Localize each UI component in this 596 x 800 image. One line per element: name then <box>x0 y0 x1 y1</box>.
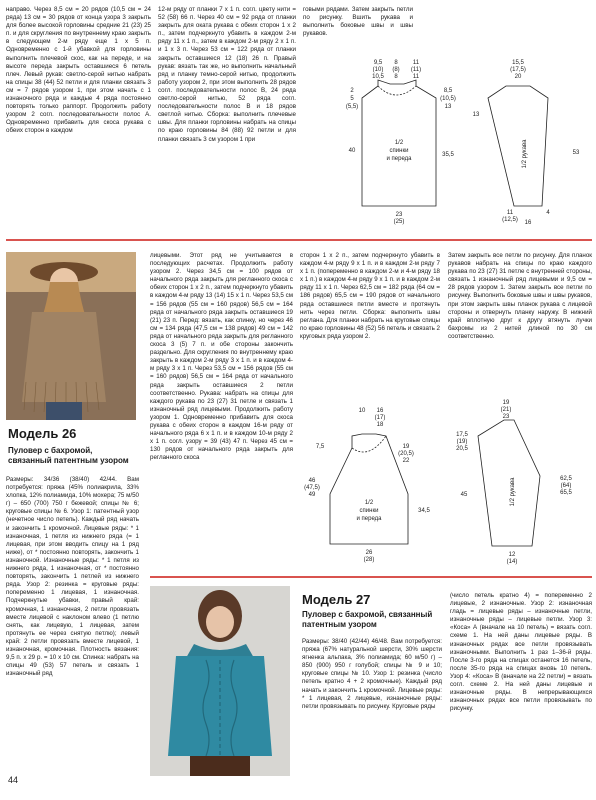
svg-text:19: 19 <box>502 400 510 406</box>
svg-text:49: 49 <box>308 492 316 498</box>
svg-text:(17,5): (17,5) <box>510 67 526 73</box>
svg-text:1/2 рукава: 1/2 рукава <box>522 139 528 169</box>
svg-text:5: 5 <box>350 96 354 102</box>
model-26-photo <box>6 252 136 420</box>
svg-text:20,5: 20,5 <box>456 446 468 452</box>
svg-text:46: 46 <box>308 478 316 484</box>
svg-text:(19): (19) <box>456 439 468 445</box>
svg-text:(28): (28) <box>363 557 375 563</box>
svg-text:45: 45 <box>460 492 468 498</box>
svg-text:35,5: 35,5 <box>442 152 454 158</box>
schematic-body-mid <box>300 404 440 564</box>
svg-text:53: 53 <box>572 150 580 156</box>
svg-text:спинки: спинки <box>389 148 409 154</box>
svg-text:20: 20 <box>514 74 522 80</box>
svg-text:62,5: 62,5 <box>560 476 572 482</box>
svg-text:(10): (10) <box>372 67 384 73</box>
mid-text-col3: Затем закрыть все петли по рисунку. Для планок рукавов набрать на спицы по краю каждого рукава по 23 (27) 31 петле с внутренней стороны, связать 1 изнаночный ряд лицевыми и 9,5 см = 28 рядов узором 1. Затем закрыть все петли по рисунку. Выполнить боковые швы и швы рукавов, при этом закрыть швы планок рукава с лицевой стороны и отвернуть планку наружу. В нижний край вплотную друг к другу втянуть лучки бахромы из 2 нитей длиной по 30 см соответственно. <box>448 252 592 340</box>
model-26-subtitle: Пуловер с бахромой, связанный патентным узором <box>8 446 129 465</box>
model-26-body: Размеры: 34/36 (38/40) 42/44. Вам потребуется: пряжа (45% полиакрила, 33% хлопка, 12% полиамида, 10% мохера; 75 м/50 г) – 650 (700) 750 г бежевой; спицы № 6; круговые спицы № 6. Узор 1: патентный узор (нечетное число петель). Каждый ряд начать и закончить 1 кромочной. Лицевые ряды: * 1 изнаночная, 1 петля из нижнего ряда (= 1 лицевая, при этом вводить спицу на 1 ряд ниже), от * постоянно повторять, закончить 1 изнаночной. Изнаночные ряды: * 1 петля из нижнего ряда, 1 изнаночная, от * постоянно повторять, закончить 1 петлей из нижнего ряда. Узор 2: резинка = круговые ряды: попеременно 1 лицевая, 1 изнаночная. Подчеркнутые убавки, правый край: кромочная, 1 изнаночная, 2 петли провязать вместе лицевой с наклоном влево (1 петлю снять, как лицевую, 1 лицевая, затем протянуть ее через снятую петлю); левый край: 2 петли провязать вместе лицевой, 1 изнаночная, кромочная. Плотность вязания: 9,5 п. х 29 р. = 10 х 10 см. Спинка: набрать на спицы 49 (53) 57 петель и связать 1 изнаночный ряд <box>6 476 139 678</box>
svg-text:12: 12 <box>508 552 516 558</box>
svg-text:(25): (25) <box>393 219 405 225</box>
svg-text:22: 22 <box>402 458 410 464</box>
model-27-col1: Размеры: 38/40 (42/44) 46/48. Вам потребуется: пряжа (67% натуральной шерсти, 30% шерсти ягненка альпака, 3% полиамида; 60 м/50 г) – 850 (900) 950 г голубой; спицы № 9 и 10; круговые спицы № 10. Узор 1: резинка (число петель кратно 4 + 2 кромочные). Каждый ряд начать и закончить 1 кромочной. Лицевые ряды: * 1 лицевая, 2 лицевые, изнаночные ряды: петли провязывать по рисунку. Круговые ряды <box>302 638 442 710</box>
model-27-photo <box>150 586 290 776</box>
svg-text:8: 8 <box>394 74 398 80</box>
section-divider <box>6 239 592 241</box>
svg-text:(17): (17) <box>374 415 386 421</box>
svg-text:65,5: 65,5 <box>560 490 572 496</box>
top-text-col2: 12-м ряду от планки 7 х 1 п. согл. цвету нити = 52 (58) 66 п. Через 40 см = 92 ряда от планки закрыть для оката рукава с обеих сторон 1 х 2 п., затем подчеркнуто убавить в каждом 2-м ряду 11 х 1 п., затем в каждом 2-м ряду 2 х 1 п. и 1 х 3 п. Через 53 см = 122 ряда от планки закрыть оставшиеся 12 (18) 26 п. Правый рукав: вязать так же, но выполнить начальный ряд и планку темно-серой нитью, продолжить работу узором 2, при этом выполнить 28 рядов согл. последовательности полос В, 24 ряда светло-серой нитью, 52 ряда согл. последовательности полос В и 18 рядов светлой нитью. Сборка: выполнить плечевые швы. Для планки горловины набрать на спицы по краю горловины 84 (88) 92 петли и для планки связать 3 см узором 1 при <box>158 6 296 143</box>
svg-text:15,5: 15,5 <box>512 60 524 66</box>
schematic-sleeve-top <box>466 56 592 226</box>
svg-text:(21): (21) <box>500 407 512 413</box>
svg-text:1/2: 1/2 <box>364 500 374 506</box>
schematic-sleeve-mid <box>444 396 592 566</box>
svg-text:8,5: 8,5 <box>443 88 453 94</box>
svg-text:23: 23 <box>395 212 403 218</box>
model-26-title: Модель 26 <box>8 426 77 441</box>
svg-text:26: 26 <box>365 550 373 556</box>
section-divider-2 <box>150 576 592 578</box>
model-27-col2: (число петель кратно 4) = попеременно 2 лицевые, 2 изнаночные. Узор 2: изнаночная гладь = лицевые ряды – изнаночные петли, изнаночные ряды – лицевые петли. Узор 3: «Коса» А (вначале на 10 петель) = вязать согл. схеме 1. На ней даны лицевые ряды. В изнаночных рядах все петли провязывать изнаночными. Выполнить 1 раз 1–36-й ряды. После 3-го ряда на спицах останется 16 петель, после 35-го ряда на спицах вновь 10 петель. Узор 4: «Коса» В (вначале на 22 петли) = вязать согл. схеме 2. На ней даны лицевые и изнаночные ряды. В непрерывающихся изнаночных рядах все петли провязывать по рисунку. <box>450 592 592 713</box>
svg-text:спинки: спинки <box>359 508 379 514</box>
svg-text:23: 23 <box>502 414 510 420</box>
schematic-body-top <box>344 56 464 226</box>
svg-text:(64): (64) <box>560 483 572 489</box>
svg-text:16: 16 <box>376 408 384 414</box>
svg-text:11: 11 <box>412 74 420 80</box>
svg-text:(20,5): (20,5) <box>398 451 414 457</box>
svg-text:9,5: 9,5 <box>373 60 383 66</box>
svg-text:11: 11 <box>506 210 514 216</box>
svg-text:(10,5): (10,5) <box>440 96 456 102</box>
svg-text:17,5: 17,5 <box>456 432 468 438</box>
top-text-col3: говыми рядами. Затем закрыть петли по рисунку. Вшить рукава и выполнить боковые швы и швы рукавов. <box>303 6 413 38</box>
svg-text:1/2: 1/2 <box>394 140 404 146</box>
svg-text:2: 2 <box>350 88 354 94</box>
svg-text:(14): (14) <box>506 559 518 565</box>
svg-text:(5,5): (5,5) <box>345 104 359 110</box>
model-27-title: Модель 27 <box>302 592 371 607</box>
svg-text:и переда: и переда <box>356 516 382 522</box>
page-number: 44 <box>8 775 19 785</box>
svg-text:7,5: 7,5 <box>315 444 325 450</box>
svg-text:1/2 рукава: 1/2 рукава <box>510 477 516 507</box>
svg-text:(11): (11) <box>410 67 422 73</box>
svg-text:16: 16 <box>524 220 532 226</box>
svg-text:40: 40 <box>348 148 356 154</box>
svg-text:10,5: 10,5 <box>372 74 384 80</box>
mid-text-col1: лицевыми. Этот ряд не учитывается в последующих расчетах. Продолжить работу узором 2. Через 34,5 см = 100 рядов от начального ряда закрыть для регланного скоса с обеих сторон 1 х 2 п., затем подчеркнуто убавить в каждом 4-м ряду 13 (14) 15 х 1 п. Через 53,5 см = 156 рядов (55 см = 160 рядов) 56,5 см = 164 ряда от начального ряда закрыть оставшиеся 19 (21) 23 п. Перед: вязать, как спинку, но через 46 см = 134 ряда (47,5 см = 138 рядов) 49 см = 142 ряда от начального ряда закрыть для регланного скоса 3 (5) 7 п. и обе стороны закончить раздельно. Для скругления по внутреннему краю закрыть в каждом 2-м ряду 3 х 1 п. и в каждом 4-м ряду 3 х 1 п. Через 53,5 см = 156 рядов (55 см = 160 рядов) 56,5 см = 164 ряда от начального ряда закрыть оставшиеся 2 петли соответственно. Рукава: набрать на спицы для каждого рукава по 23 (27) 31 петле и связать 1 изнаночный ряд лицевыми. Продолжить работу узором 1. Одновременно прибавить для скоса рукава с обеих сторон в каждом 16-м ряду от начального ряда 6 х 1 п. и в каждом 10-м ряду 2 х 1 п. согл. узору = 39 (43) 47 п. Через 45 см = 130 рядов от начального ряда закрыть для регланного скоса <box>150 252 293 462</box>
mid-text-col2: сторон 1 х 2 п., затем подчеркнуто убавить в каждом 4-м ряду 9 х 1 п. и в каждом 2-м ряду 7 х 1 п. (попеременно в каждом 2-м и 4-м ряду 18 х 1 п.) в каждом 4-м ряду 9 х 1 п. и в каждом 2-м ряду 11 х 1 п. Через 62,5 см = 182 ряда (64 см = 186 рядов) 65,5 см = 190 рядов от начального ряда оставшиеся петли вместе и протянуть нить через петли. Сборка: выполнить швы реглана. Для планки набрать на круговые спицы по краю горловины 48 (52) 56 петель и связать 2 круговых ряда узором 2. <box>300 252 440 340</box>
svg-text:11: 11 <box>412 60 420 66</box>
svg-text:19: 19 <box>402 444 410 450</box>
svg-text:13: 13 <box>444 104 452 110</box>
svg-text:(47,5): (47,5) <box>304 485 320 491</box>
top-text-col1: направо. Через 8,5 см = 20 рядов (10,5 см = 24 ряда) 13 см = 30 рядов от конца узора 3 закрыть для более высокой горловины средние 21 (23) 25 п. и для скругления по внутреннему краю закрыть в следующем 2-м ряду еще 1 х 5 п. Одновременно с 1-й убавкой для горловины выполнить плечевой скос, как на переде, и на высоте переда закрыть оставшиеся 6 петель плеч. Левый рукав: светло-серой нитью набрать на спицы 38 (44) 52 петли и для планки связать 3 см = 7 рядов узором 1, при этом начать с 1 изнаночного ряда и каждые 4 ряда постоянно повторять только раппорт. Продолжить работу узором 2 согл. последовательности полос А. Одновременно прибавить для скоса рукава с обеих сторон в каждом <box>6 6 151 135</box>
model-27-subtitle: Пуловер с бахромой, связанный патентным узором <box>302 610 433 629</box>
svg-text:(12,5): (12,5) <box>502 217 518 223</box>
svg-text:8: 8 <box>394 60 398 66</box>
svg-text:и переда: и переда <box>386 156 412 162</box>
svg-text:4: 4 <box>546 210 550 216</box>
svg-text:10: 10 <box>358 408 366 414</box>
svg-text:13: 13 <box>472 112 480 118</box>
svg-text:34,5: 34,5 <box>418 508 430 514</box>
svg-text:18: 18 <box>376 422 384 428</box>
svg-text:(8): (8) <box>392 67 400 73</box>
